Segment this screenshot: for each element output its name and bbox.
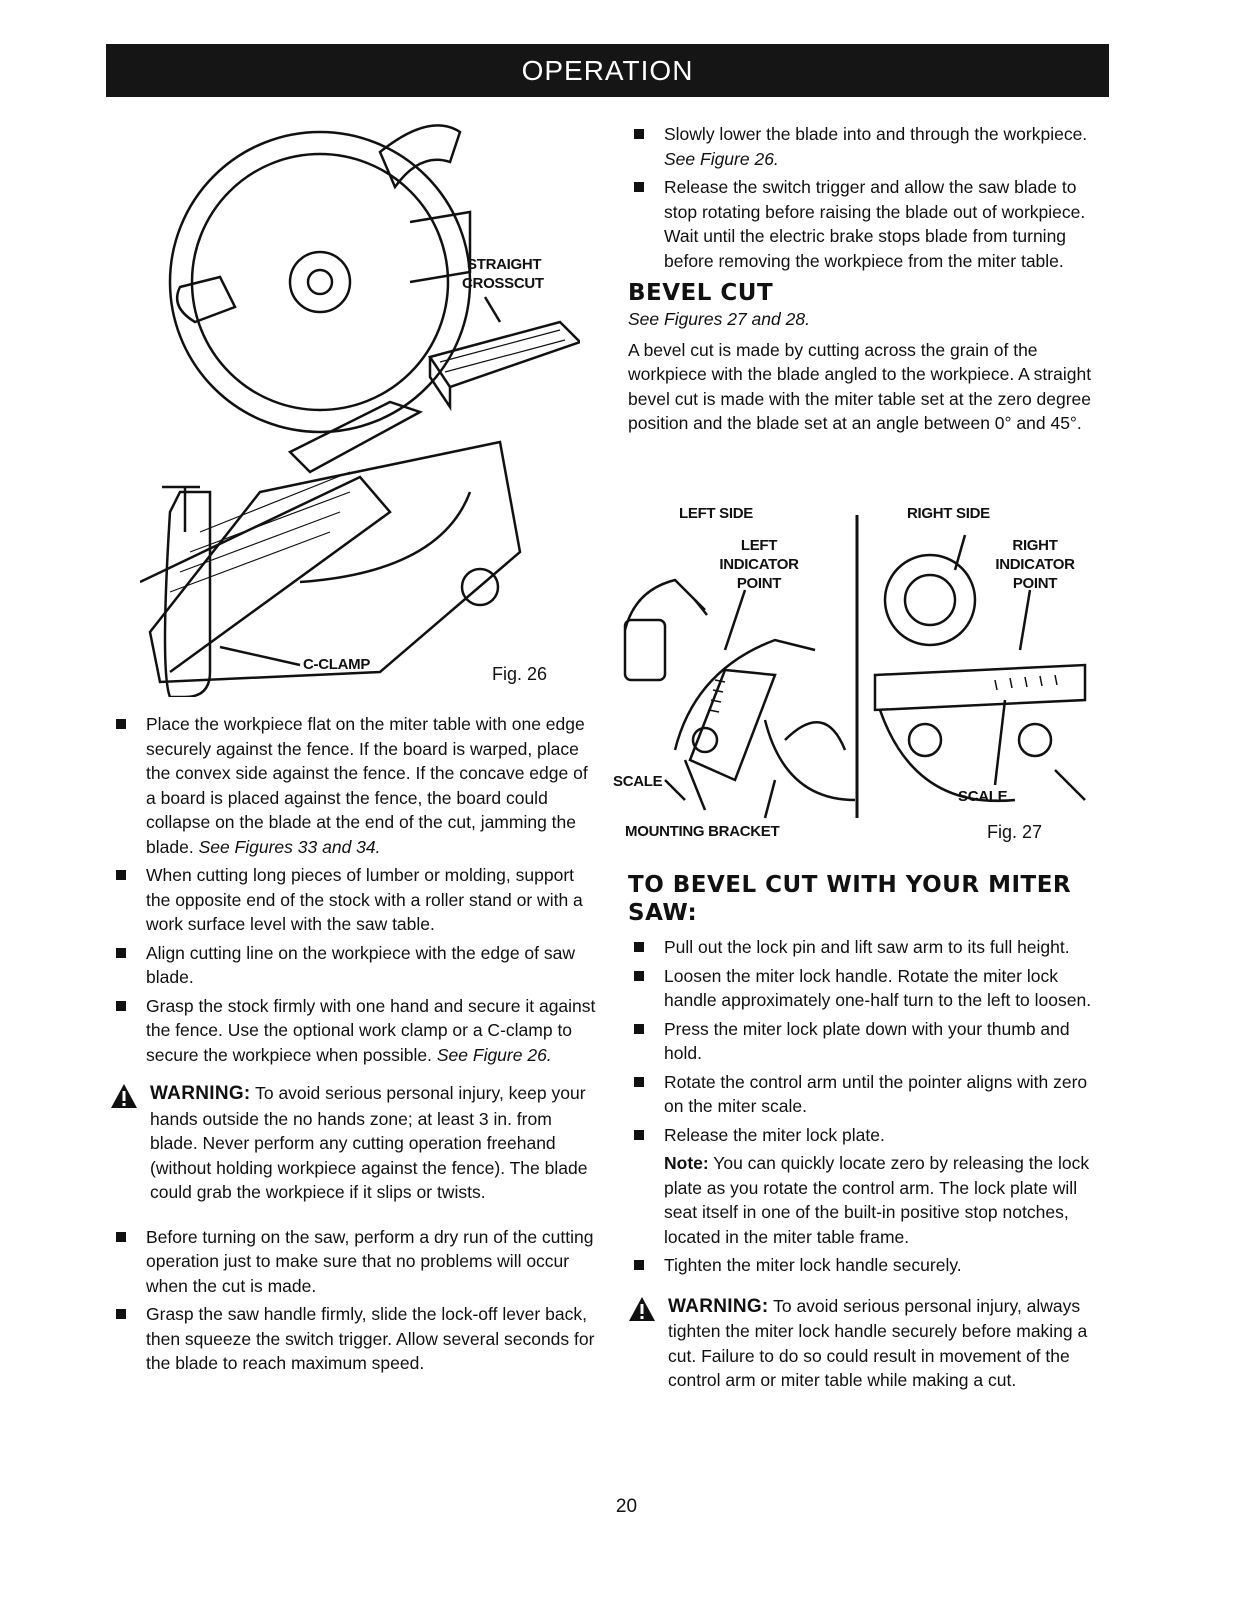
bullet-icon (116, 1232, 126, 1242)
warning-block (628, 1294, 1098, 1393)
bullet-icon (116, 948, 126, 958)
fig27-caption: Fig. 27 (987, 822, 1043, 842)
list-item: Align cutting line on the workpiece with the edge of saw blade. (110, 941, 600, 990)
fig27-scale-right: SCALE (958, 788, 1008, 805)
list-item: Rotate the control arm until the pointer aligns with zero on the miter scale. (628, 1070, 1098, 1119)
list-item: Release the miter lock plate. (628, 1123, 1098, 1148)
figure-reference: See Figure 26. (436, 1044, 552, 1065)
bullet-icon (634, 971, 644, 981)
warning-icon (628, 1296, 656, 1322)
bevel-cut-reference: See Figures 27 and 28. (628, 309, 810, 329)
fig26-label-cclamp: C-CLAMP (303, 656, 371, 673)
miter-saw-illustration (140, 112, 580, 697)
fig27-right-side-label: RIGHT SIDE (907, 505, 990, 522)
fig27-scale-left: SCALE (613, 773, 663, 790)
list-item: Release the switch trigger and allow the saw blade to stop rotating before raising the blade out of workpiece. Wait until the electric brake stops blade from turning before removing the workpiece from the miter table. (628, 175, 1098, 273)
bullet-icon (116, 1309, 126, 1319)
figure-27 (615, 500, 1095, 855)
section-header: OPERATION (106, 44, 1109, 97)
bevel-cut-paragraph: A bevel cut is made by cutting across the grain of the workpiece with the blade angled to the workpiece. A straight bevel cut is made with the miter table set at the zero degree position and the blade set at an angle between 0° and 45°. (628, 339, 1092, 433)
list-item: When cutting long pieces of lumber or molding, support the opposite end of the stock with a roller stand or with a work surface level with the saw table. (110, 863, 600, 937)
bullet-icon (634, 129, 644, 139)
list-item: Grasp the stock firmly with one hand and secure it against the fence. Use the optional work clamp or a C-clamp to secure the workpiece when possible. See Figure 26. (110, 994, 600, 1068)
list-item: Pull out the lock pin and lift saw arm to its full height. (628, 935, 1098, 960)
fig27-left-side-label: LEFT SIDE (679, 505, 753, 522)
figure-26 (140, 112, 580, 697)
bullet-icon (116, 1001, 126, 1011)
fig26-label-crosscut: CROSSCUT (462, 275, 544, 292)
bullet-icon (634, 182, 644, 192)
warning-text: To avoid serious personal injury, keep your hands outside the no hands zone; at least 3 in. from blade. Never perform any cutting operation freehand (without holding workpiece against the fence). The blade could grab the workpiece if it slips or twists. (150, 1083, 588, 1202)
warning-label: WARNING: (150, 1083, 251, 1104)
bullet-icon (116, 870, 126, 880)
list-item: Press the miter lock plate down with your thumb and hold. (628, 1017, 1098, 1066)
list-item: Before turning on the saw, perform a dry run of the cutting operation just to make sure that no problems will occur when the cut is made. (110, 1225, 600, 1299)
page-number: 20 (615, 1496, 638, 1517)
note-block (628, 1151, 1098, 1249)
warning-text: To avoid serious personal injury, always tighten the miter lock handle securely before making a cut. Failure to do so could result in movement of the control arm or miter table while making a cut. (668, 1295, 1088, 1390)
warning-block (110, 1081, 600, 1205)
bevel-cut-heading: BEVEL CUT (628, 280, 774, 306)
warning-label: WARNING: (668, 1295, 769, 1317)
bullet-icon (634, 1130, 644, 1140)
right-column (628, 122, 1098, 436)
bullet-icon (116, 719, 126, 729)
fig27-right-indicator: RIGHT INDICATOR POINT (995, 537, 1075, 592)
bullet-icon (634, 1077, 644, 1087)
list-item: Place the workpiece flat on the miter table with one edge securely against the fence. If the board is warped, place the convex side against the fence. If the concave edge of a board is placed against the fence, the board could collapse on the blade at the end of the cut, jamming the blade. See Figures 33 and 34. (110, 712, 600, 859)
fig26-label-straight: STRAIGHT (467, 256, 542, 273)
list-item: Tighten the miter lock handle securely. (628, 1253, 1098, 1278)
fig26-caption: Fig. 26 (492, 664, 548, 684)
figure-reference: See Figure 26. (664, 148, 779, 169)
list-item: Slowly lower the blade into and through the workpiece. See Figure 26. (628, 122, 1098, 171)
fig27-mounting-bracket: MOUNTING BRACKET (625, 823, 780, 840)
note-label: Note: (664, 1153, 709, 1173)
left-column (110, 712, 600, 1380)
bullet-icon (634, 1260, 644, 1270)
bullet-icon (634, 942, 644, 952)
figure-reference: See Figures 33 and 34. (198, 836, 381, 857)
fig27-left-indicator: LEFT INDICATOR POINT (719, 537, 799, 592)
note-text: You can quickly locate zero by releasing the lock plate as you rotate the control arm. The lock plate will seat itself in one of the built-in positive stop notches, located in the miter table frame. (664, 1153, 1090, 1247)
bevel-howto-heading: TO BEVEL CUT WITH YOUR MITER SAW: (628, 872, 1072, 926)
list-item: Grasp the saw handle firmly, slide the lock-off lever back, then squeeze the switch trigger. Allow several seconds for the blade to reach maximum speed. (110, 1302, 600, 1376)
right-column-lower (628, 871, 1098, 1393)
bullet-icon (634, 1024, 644, 1034)
warning-icon (110, 1083, 138, 1109)
list-item: Loosen the miter lock handle. Rotate the miter lock handle approximately one-half turn to the left to loosen. (628, 964, 1098, 1013)
